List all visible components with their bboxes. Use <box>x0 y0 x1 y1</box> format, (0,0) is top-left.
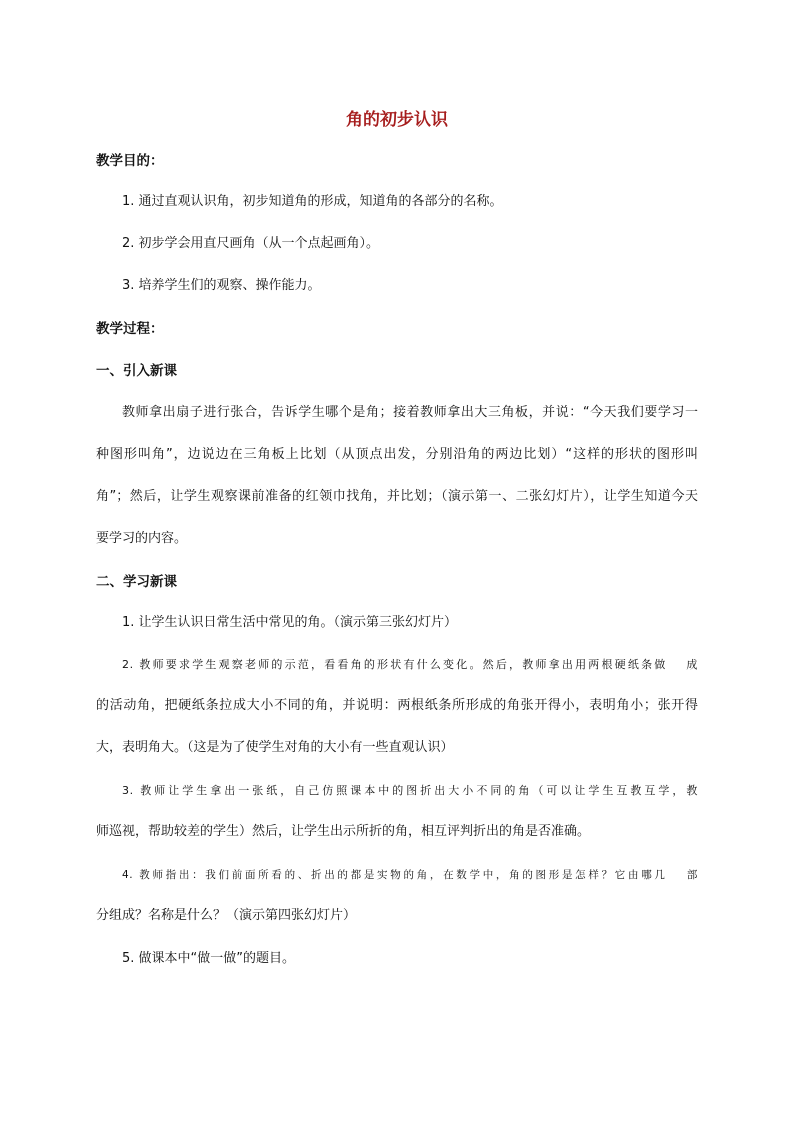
objectives-heading: 教学目的： <box>96 153 164 169</box>
section1-paragraph-line: 教师拿出扇子进行张合，告诉学生哪个是角；接着教师拿出大三角板，并说：“今天我们要学习一 <box>122 405 698 420</box>
section2-item1: 1. 让学生认识日常生活中常见的角。（演示第三张幻灯片） <box>122 615 458 630</box>
section2-heading: 二、学习新课 <box>96 574 177 590</box>
section2-item3-line: 师巡视，帮助较差的学生）然后，让学生出示所折的角，相互评判折出的角是否准确。 <box>96 824 591 839</box>
section2-item4-line: 4. 教师指出：我们前面所看的、折出的都是实物的角，在数学中，角的图形是怎样？它由哪几 部 <box>122 869 698 881</box>
objective-item: 1. 通过直观认识角，初步知道角的形成，知道角的各部分的名称。 <box>122 194 503 209</box>
objective-item: 2. 初步学会用直尺画角（从一个点起画角）。 <box>122 236 380 251</box>
section1-paragraph-line: 角”；然后，让学生观察课前准备的红领巾找角，并比划；（演示第一、二张幻灯片），让学生知道今天 <box>96 489 698 504</box>
section2-item3-line: 3. 教师让学生拿出一张纸，自己仿照课本中的图折出大小不同的角（可以让学生互教互学，教 <box>122 784 698 797</box>
section1-heading: 一、引入新课 <box>96 363 177 379</box>
section1-paragraph-line: 种图形叫角”，边说边在三角板上比划（从顶点出发，分别沿角的两边比划）“这样的形状的图形叫 <box>96 447 698 462</box>
document-title: 角的初步认识 <box>346 110 448 130</box>
objective-item: 3. 培养学生们的观察、操作能力。 <box>122 278 321 293</box>
section2-item4-line: 分组成？名称是什么？（演示第四张幻灯片） <box>96 908 357 923</box>
section1-paragraph-line: 要学习的内容。 <box>96 531 188 546</box>
section2-item2-line: 的活动角，把硬纸条拉成大小不同的角，并说明：两根纸条所形成的角张开得小，表明角小；张开得 <box>96 698 698 713</box>
section2-item2-line: 大，表明角大。（这是为了使学生对角的大小有一些直观认识） <box>96 740 454 755</box>
section2-item2-line: 2. 教师要求学生观察老师的示范，看看角的形状有什么变化。然后，教师拿出用两根硬纸条做 成 <box>122 658 698 671</box>
process-heading: 教学过程： <box>96 321 164 337</box>
section2-item5: 5. 做课本中“做一做”的题目。 <box>122 951 296 966</box>
